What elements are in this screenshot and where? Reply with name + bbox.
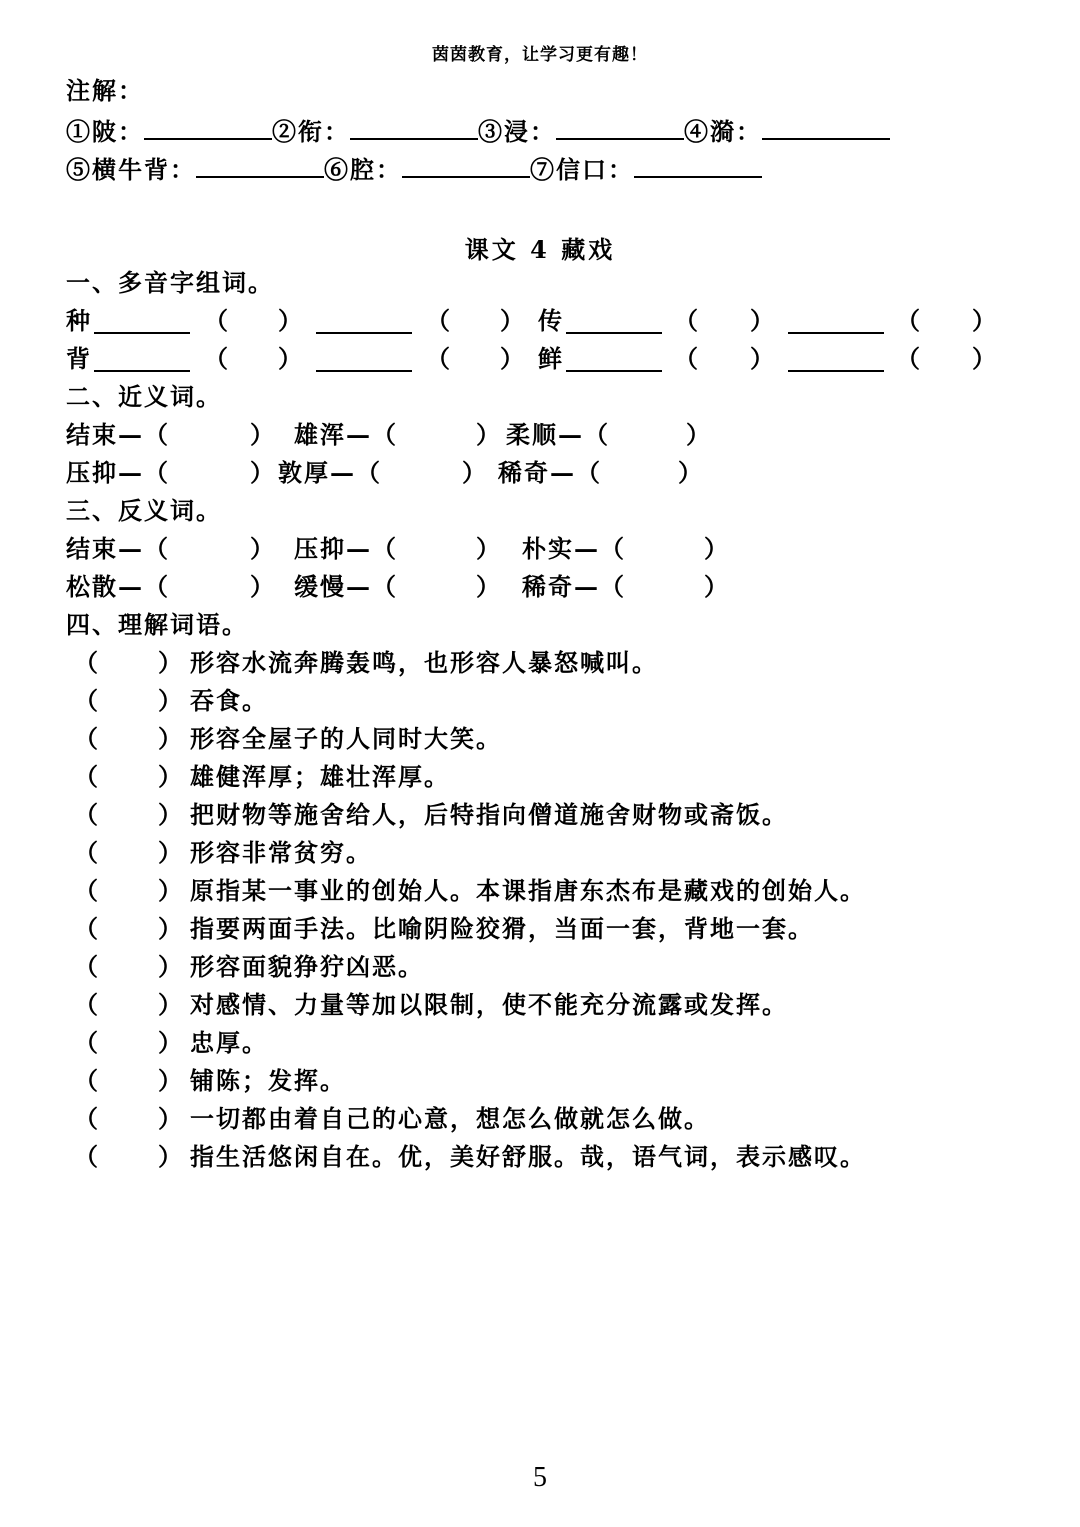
answer-close-paren: ） (158, 1028, 184, 1057)
definition-row (74, 1028, 1004, 1066)
note-blank-6[interactable] (402, 154, 530, 178)
answer-open-paren[interactable]: （ (74, 724, 100, 753)
note-label-1: ①陂： (66, 117, 144, 146)
notes-heading: 注解： (66, 76, 144, 105)
note-blank-2[interactable] (350, 116, 478, 140)
sec1-row-2 (66, 344, 1006, 376)
answer-close-paren: ） (158, 952, 184, 981)
definition-list (74, 648, 1004, 1180)
sec1-row-1 (66, 306, 1006, 338)
synonym-word: 结束—（ (66, 420, 170, 449)
answer-close-paren: ） (158, 648, 184, 677)
answer-close-paren: ） (158, 1142, 184, 1171)
close-paren: ） (500, 344, 526, 373)
definition-text: 把财物等施舍给人，后特指向僧道施舍财物或斋饭。 (190, 800, 788, 829)
answer-open-paren[interactable]: （ (74, 800, 100, 829)
note-label-2: ②衔： (272, 117, 350, 146)
synonym-word: 压抑—（ (66, 458, 170, 487)
definition-text: 形容非常贫穷。 (190, 838, 372, 867)
close-paren: ） (750, 306, 776, 335)
note-label-7: ⑦信口： (530, 155, 634, 184)
answer-open-paren[interactable]: （ (74, 952, 100, 981)
definition-row (74, 838, 1004, 876)
answer-close-paren: ） (158, 800, 184, 829)
antonym-word: 结束—（ (66, 534, 170, 563)
polyphone-blank[interactable] (316, 348, 412, 372)
answer-close-paren: ） (158, 686, 184, 715)
synonym-word: 雄浑—（ (294, 420, 398, 449)
definition-row (74, 648, 1004, 686)
answer-close-paren: ） (158, 1066, 184, 1095)
open-paren: （ (896, 344, 922, 373)
note-label-6: ⑥腔： (324, 155, 402, 184)
page-header: 茵茵教育，让学习更有趣！ (432, 45, 648, 65)
open-paren: （ (426, 306, 452, 335)
answer-close-paren: ） (158, 914, 184, 943)
close-paren: ） (476, 420, 502, 449)
polyphone-char-4: 鲜 (538, 344, 564, 373)
definition-row (74, 762, 1004, 800)
synonym-word: 敦厚—（ (278, 458, 382, 487)
definition-text: 指要两面手法。比喻阴险狡猾，当面一套，背地一套。 (190, 914, 814, 943)
answer-open-paren[interactable]: （ (74, 762, 100, 791)
antonym-word: 稀奇—（ (522, 572, 626, 601)
open-paren: （ (674, 344, 700, 373)
open-paren: （ (204, 306, 230, 335)
close-paren: ） (250, 572, 276, 601)
answer-close-paren: ） (158, 990, 184, 1019)
sec2-row-1 (66, 420, 866, 452)
close-paren: ） (704, 572, 730, 601)
definition-text: 原指某一事业的创始人。本课指唐东杰布是藏戏的创始人。 (190, 876, 866, 905)
answer-open-paren[interactable]: （ (74, 648, 100, 677)
definition-row (74, 800, 1004, 838)
answer-close-paren: ） (158, 876, 184, 905)
notes-row-1 (66, 116, 890, 147)
sec2-row-2 (66, 458, 866, 490)
definition-text: 对感情、力量等加以限制，使不能充分流露或发挥。 (190, 990, 788, 1019)
close-paren: ） (500, 306, 526, 335)
close-paren: ） (250, 458, 276, 487)
note-blank-1[interactable] (144, 116, 272, 140)
close-paren: ） (972, 306, 998, 335)
close-paren: ） (250, 420, 276, 449)
close-paren: ） (462, 458, 488, 487)
synonym-word: 柔顺—（ (506, 420, 610, 449)
close-paren: ） (250, 534, 276, 563)
answer-open-paren[interactable]: （ (74, 1104, 100, 1133)
polyphone-char-3: 背 (66, 344, 92, 373)
definition-row (74, 1104, 1004, 1142)
definition-row (74, 876, 1004, 914)
definition-text: 雄健浑厚；雄壮浑厚。 (190, 762, 450, 791)
definition-text: 忠厚。 (190, 1028, 268, 1057)
open-paren: （ (896, 306, 922, 335)
open-paren: （ (426, 344, 452, 373)
polyphone-blank[interactable] (788, 310, 884, 334)
notes-row-2 (66, 154, 762, 185)
answer-close-paren: ） (158, 1104, 184, 1133)
polyphone-blank[interactable] (566, 310, 662, 334)
polyphone-blank[interactable] (94, 348, 190, 372)
sec2-heading: 二、近义词。 (66, 382, 222, 411)
page-number: 5 (533, 1462, 547, 1493)
answer-open-paren[interactable]: （ (74, 686, 100, 715)
close-paren: ） (476, 534, 502, 563)
definition-text: 铺陈；发挥。 (190, 1066, 346, 1095)
sec1-heading: 一、多音字组词。 (66, 268, 274, 297)
polyphone-char-2: 传 (538, 306, 564, 335)
note-blank-5[interactable] (196, 154, 324, 178)
close-paren: ） (278, 306, 304, 335)
note-label-3: ③浸： (478, 117, 556, 146)
answer-open-paren[interactable]: （ (74, 1028, 100, 1057)
open-paren: （ (674, 306, 700, 335)
open-paren: （ (204, 344, 230, 373)
close-paren: ） (678, 458, 704, 487)
close-paren: ） (476, 572, 502, 601)
antonym-word: 缓慢—（ (294, 572, 398, 601)
close-paren: ） (704, 534, 730, 563)
sec3-heading: 三、反义词。 (66, 496, 222, 525)
definition-text: 一切都由着自己的心意，想怎么做就怎么做。 (190, 1104, 710, 1133)
definition-text: 形容水流奔腾轰鸣，也形容人暴怒喊叫。 (190, 648, 658, 677)
definition-text: 形容全屋子的人同时大笑。 (190, 724, 502, 753)
definition-row (74, 686, 1004, 724)
definition-row (74, 1066, 1004, 1104)
definition-row (74, 914, 1004, 952)
sec4-heading: 四、理解词语。 (66, 610, 248, 639)
answer-open-paren[interactable]: （ (74, 1142, 100, 1171)
polyphone-blank[interactable] (566, 348, 662, 372)
polyphone-char-1: 种 (66, 306, 92, 335)
answer-close-paren: ） (158, 838, 184, 867)
definition-text: 形容面貌狰狞凶恶。 (190, 952, 424, 981)
sec3-row-2 (66, 572, 866, 604)
answer-open-paren[interactable]: （ (74, 876, 100, 905)
sec3-row-1 (66, 534, 866, 566)
close-paren: ） (750, 344, 776, 373)
answer-open-paren[interactable]: （ (74, 914, 100, 943)
close-paren: ） (686, 420, 712, 449)
answer-open-paren[interactable]: （ (74, 990, 100, 1019)
definition-row (74, 952, 1004, 990)
answer-open-paren[interactable]: （ (74, 1066, 100, 1095)
answer-close-paren: ） (158, 724, 184, 753)
definition-text: 吞食。 (190, 686, 268, 715)
note-blank-4[interactable] (762, 116, 890, 140)
definition-text: 指生活悠闲自在。优，美好舒服。哉，语气词，表示感叹。 (190, 1142, 866, 1171)
polyphone-blank[interactable] (316, 310, 412, 334)
synonym-word: 稀奇—（ (498, 458, 602, 487)
definition-row (74, 990, 1004, 1028)
polyphone-blank[interactable] (94, 310, 190, 334)
definition-row (74, 1142, 1004, 1180)
note-label-5: ⑤横牛背： (66, 155, 196, 184)
answer-close-paren: ） (158, 762, 184, 791)
polyphone-blank[interactable] (788, 348, 884, 372)
definition-row (74, 724, 1004, 762)
answer-open-paren[interactable]: （ (74, 838, 100, 867)
antonym-word: 朴实—（ (522, 534, 626, 563)
note-blank-3[interactable] (556, 116, 684, 140)
note-blank-7[interactable] (634, 154, 762, 178)
close-paren: ） (972, 344, 998, 373)
antonym-word: 压抑—（ (294, 534, 398, 563)
close-paren: ） (278, 344, 304, 373)
antonym-word: 松散—（ (66, 572, 170, 601)
note-label-4: ④漪： (684, 117, 762, 146)
lesson-title: 课文 4 藏戏 (464, 235, 616, 264)
